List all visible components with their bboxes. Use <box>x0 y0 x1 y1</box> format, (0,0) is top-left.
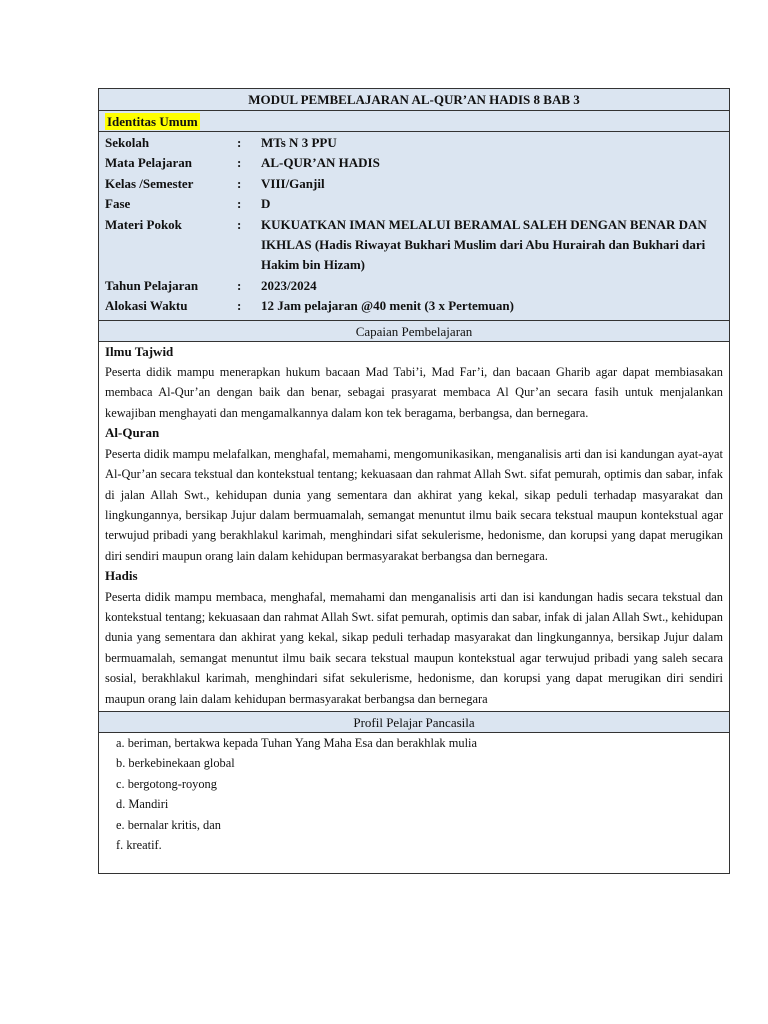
profil-item: b. berkebinekaan global <box>116 756 235 771</box>
capaian-content <box>99 342 729 712</box>
profil-item: a. beriman, bertakwa kepada Tuhan Yang Maha Esa dan berakhlak mulia <box>116 735 477 750</box>
identitas-row-materi: Materi Pokok : KUKUATKAN IMAN MELALUI BERAMAL SALEH DENGAN BENAR DAN IKHLAS (Hadis Riwayat Bukhari Muslim dari Abu Hurairah dan Bukhari dari Hakim bin Hizam) <box>105 216 707 273</box>
profil-list <box>99 733 729 873</box>
profil-item: f. kreatif. <box>116 838 162 852</box>
identitas-row-kelas: Kelas /Semester : VIII/Ganjil <box>105 175 325 191</box>
capaian-heading-quran: Al-Quran <box>105 425 160 441</box>
profil-item: e. bernalar kritis, dan <box>116 817 221 832</box>
identitas-row-mapel: Mata Pelajaran : AL-QUR’AN HADIS <box>105 155 380 171</box>
identitas-row-alokasi: Alokasi Waktu : 12 Jam pelajaran @40 menit (3 x Pertemuan) <box>105 298 514 314</box>
identitas-table <box>99 132 729 321</box>
capaian-text-quran: Peserta didik mampu melafalkan, menghafal, memahami, mengomunikasikan, menganalisis arti dan isi kandungan ayat-ayat Al-Qur’an secara tekstual dan kontekstual tentang; kekuasaan dan rahmat Allah Swt. sifat pemurah, optimis dan sabar, infak di jalan Allah Swt., kehidupan dunia yang sementara dan akhirat yang kekal, sikap peduli terhadap masyarakat dan lingkungannya, bersikap Jujur dalam bermuamalah, semangat menuntut ilmu baik secara tekstual maupun kontekstual agar terwujud pribadi yang berakhlakul karimah, menghindari sifat sekulerisme, hedonisme, dan korupsi yang dapat merugikan diri sendiri maupun orang lain dalam kehidupan bermasyarakat berbangsa dan bernegara. <box>105 446 723 563</box>
identitas-header <box>99 111 729 132</box>
capaian-text-hadis: Peserta didik mampu membaca, menghafal, memahami dan menganalisis arti dan isi kandungan hadis secara tekstual dan kontekstual tentang; kekuasaan dan rahmat Allah Swt. sifat pemurah, optimis dan sabar, infak di jalan Allah Swt., kehidupan dunia yang sementara dan akhirat yang kekal, sikap peduli terhadap masyarakat dan lingkungannya, bersikap Jujur dalam bermuamalah, semangat menuntut ilmu baik secara tekstual maupun kontekstual agar terwujud pribadi yang saleh secara sosial, berakhlakul karimah, menghindari sifat sekulerisme, hedonisme, dan korupsi yang dapat merugikan diri sendiri maupun orang lain dalam kehidupan bermasyarakat berbangsa dan bernegara <box>105 589 723 706</box>
profil-item: d. Mandiri <box>116 797 169 812</box>
capaian-header: Capaian Pembelajaran <box>99 321 729 342</box>
profil-header: Profil Pelajar Pancasila <box>99 712 729 733</box>
module-title: MODUL PEMBELAJARAN AL-QUR’AN HADIS 8 BAB 3 <box>99 89 729 111</box>
capaian-heading-tajwid: Ilmu Tajwid <box>105 343 174 359</box>
profil-item: c. bergotong-royong <box>116 776 217 791</box>
module-document <box>98 88 730 874</box>
capaian-text-tajwid: Peserta didik mampu menerapkan hukum bacaan Mad Tabi’i, Mad Far’i, dan bacaan Gharib agar dapat membiasakan membaca Al-Qur’an dengan baik dan benar, sebagai prasyarat membaca Al Qur’an secara fasih untuk menjalankan kewajiban menghayati dan mengamalkannya dalam kon tek beragama, berbangsa, dan bernegara. <box>105 365 723 420</box>
capaian-heading-hadis: Hadis <box>105 568 138 584</box>
identitas-row-sekolah: Sekolah : MTs N 3 PPU <box>105 135 337 150</box>
identitas-row-tahun: Tahun Pelajaran : 2023/2024 <box>105 277 317 293</box>
identitas-label: Identitas Umum <box>107 114 198 129</box>
identitas-row-fase: Fase : D <box>105 196 271 212</box>
